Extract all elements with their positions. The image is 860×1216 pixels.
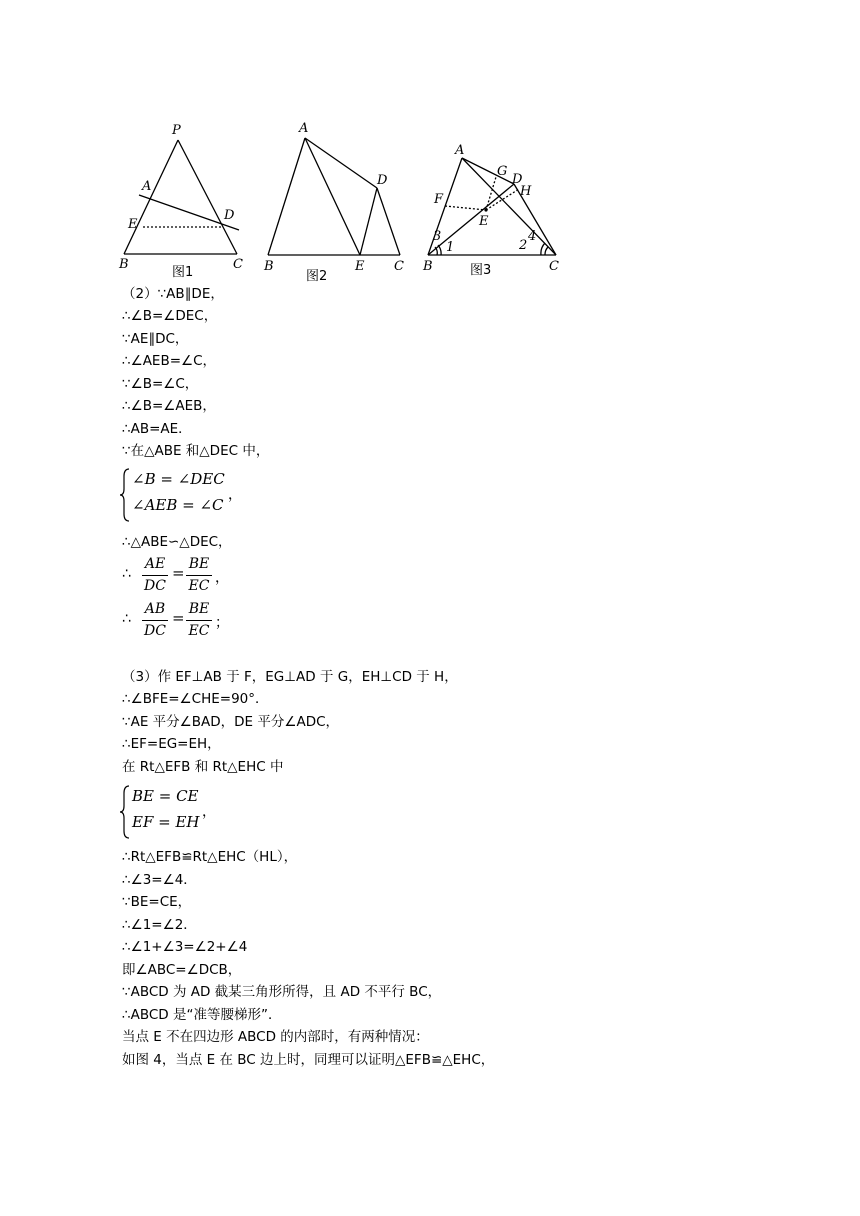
numerator: BE <box>188 601 210 617</box>
fig2-label-b: B <box>264 259 274 274</box>
part2-line-5: ∵∠B=∠C， <box>122 376 199 392</box>
part3-line-1: （3）作 EF⊥AB 于 F，EG⊥AD 于 G，EH⊥CD 于 H， <box>122 669 458 685</box>
fig1-label-c: C <box>233 257 243 272</box>
fig2-label-c: C <box>394 259 404 274</box>
denominator: EC <box>188 578 210 594</box>
fig3-label-a: A <box>455 143 465 158</box>
part3-line-11: 即∠ABC=∠DCB， <box>122 962 242 978</box>
part2-sys-row-2: ∠AEB = ∠C <box>132 496 224 514</box>
part3-line-14: 当点 E 不在四边形 ABCD 的内部时，有两种情况： <box>122 1029 429 1045</box>
part2-line-4: ∴∠AEB=∠C， <box>122 353 217 369</box>
fig3-label-d: D <box>512 172 523 187</box>
part3-line-15: 如图 4，当点 E 在 BC 边上时，同理可以证明△EFB≌△EHC， <box>122 1052 495 1068</box>
part3-sys-row-2: EF = EH <box>132 813 200 831</box>
part3-line-2: ∴∠BFE=∠CHE=90°． <box>122 691 269 707</box>
part3-line-12: ∵ABCD 为 AD 截某三角形所得，且 AD 不平行 BC， <box>122 984 442 1000</box>
fraction-be-ec <box>186 555 212 596</box>
denominator: DC <box>144 623 166 639</box>
fig3-label-g: G <box>497 164 508 179</box>
fig3-label-4: 4 <box>528 229 537 244</box>
part2-line-9: ∴△ABE∽△DEC， <box>122 534 232 550</box>
part3-line-5: 在 Rt△EFB 和 Rt△EHC 中 <box>122 759 284 775</box>
fig1-label-b: B <box>119 257 129 272</box>
part3-line-8: ∵BE=CE， <box>122 894 192 910</box>
part2-line-8: ∵在△ABE 和△DEC 中， <box>122 443 270 459</box>
part2-sys-tail: ， <box>228 487 242 503</box>
fraction-ab-dc <box>142 600 168 641</box>
fig2-label-a: A <box>299 121 309 136</box>
part2-line-6: ∴∠B=∠AEB， <box>122 398 216 414</box>
fig2-label-d: D <box>377 173 388 188</box>
figures-strip <box>110 112 590 292</box>
part2-fraction-2 <box>122 600 242 642</box>
part3-line-7: ∴∠3=∠4． <box>122 872 197 888</box>
fig1-label-a: A <box>142 179 152 194</box>
part3-sys-row-1: BE = CE <box>132 787 199 805</box>
fig1-label-e: E <box>128 217 138 232</box>
part3-line-10: ∴∠1+∠3=∠2+∠4 <box>122 939 248 955</box>
fig3-label-f: F <box>434 192 444 207</box>
fig2-label-e: E <box>355 259 365 274</box>
brace-icon <box>120 468 130 522</box>
numerator: BE <box>188 556 210 572</box>
fig3-label-3: 3 <box>433 229 442 244</box>
fraction-tail: ， <box>215 570 229 586</box>
part2-line-1: （2）∵AB∥DE， <box>122 286 224 302</box>
fraction-be-ec <box>186 600 212 641</box>
part2-line-3: ∵AE∥DC， <box>122 331 189 347</box>
fig3-label-e: E <box>479 214 489 229</box>
part2-equation-system <box>122 468 262 522</box>
numerator: AB <box>144 601 166 617</box>
equals-sign: = <box>172 564 185 582</box>
fig3-caption: 图3 <box>470 263 492 278</box>
part3-line-3: ∵AE 平分∠BAD，DE 平分∠ADC， <box>122 714 340 730</box>
fig1-caption: 图1 <box>172 265 194 280</box>
part2-line-7: ∴AB=AE． <box>122 421 192 437</box>
part2-line-2: ∴∠B=∠DEC， <box>122 308 218 324</box>
fig3-label-h: H <box>520 184 532 199</box>
therefore-symbol: ∴ <box>122 611 131 627</box>
brace-icon <box>120 785 130 839</box>
denominator: DC <box>144 578 166 594</box>
fig2-caption: 图2 <box>306 269 328 284</box>
therefore-symbol: ∴ <box>122 566 131 582</box>
part2-fraction-1 <box>122 555 242 597</box>
part3-line-4: ∴EF=EG=EH， <box>122 736 221 752</box>
fig3-label-b: B <box>423 259 433 274</box>
fig3-label-1: 1 <box>446 240 455 255</box>
part3-line-13: ∴ABCD 是“准等腰梯形”． <box>122 1007 282 1023</box>
part3-line-6: ∴Rt△EFB≌Rt△EHC（HL）， <box>122 849 298 865</box>
fraction-ae-dc <box>142 555 168 596</box>
numerator: AE <box>144 556 166 572</box>
denominator: EC <box>188 623 210 639</box>
part3-line-9: ∴∠1=∠2． <box>122 917 197 933</box>
figure-1 <box>124 140 239 254</box>
fig3-label-2: 2 <box>519 238 528 253</box>
part3-equation-system <box>122 785 262 839</box>
fig3-point-e <box>484 208 487 211</box>
fig3-label-c: C <box>549 259 559 274</box>
equals-sign: = <box>172 609 185 627</box>
part3-sys-tail: ， <box>202 804 216 820</box>
fraction-tail: ； <box>215 615 229 631</box>
figure-2 <box>268 138 400 255</box>
fig1-label-p: P <box>172 123 181 138</box>
fig1-label-d: D <box>224 208 235 223</box>
part2-sys-row-1: ∠B = ∠DEC <box>132 470 225 488</box>
